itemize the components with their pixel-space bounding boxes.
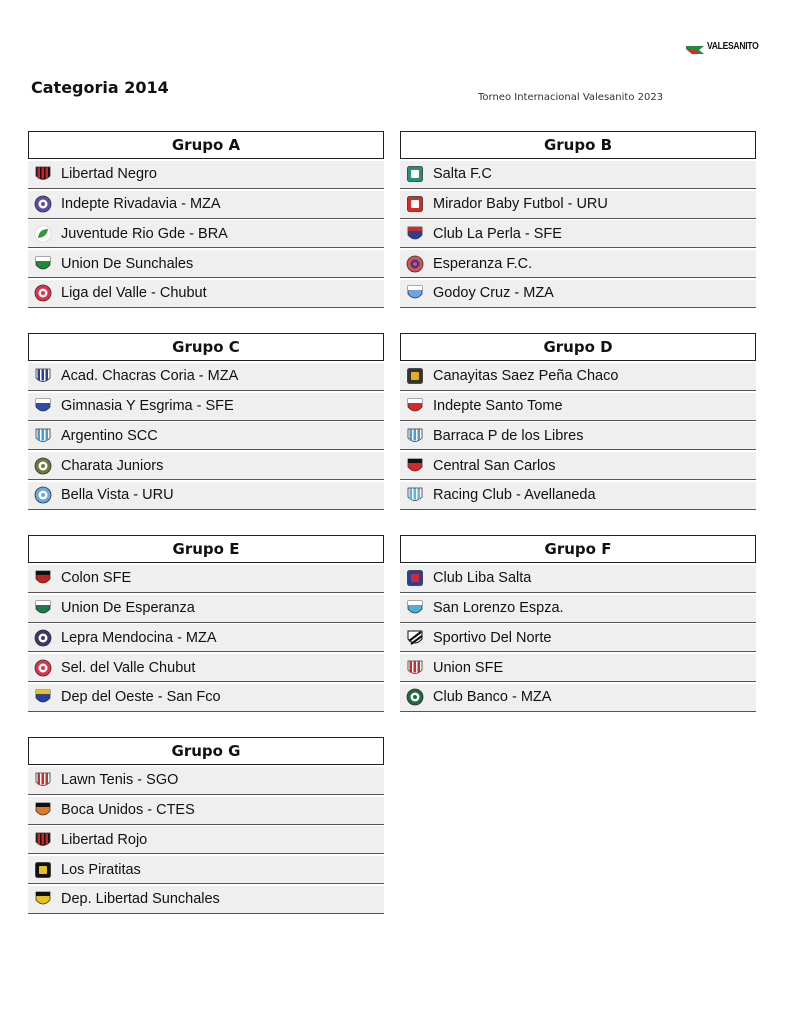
team-name: Union De Esperanza: [61, 600, 195, 617]
shield-crest-icon: [33, 254, 53, 274]
team-name: Dep del Oeste - San Fco: [61, 689, 221, 706]
group-header: Grupo A: [28, 131, 384, 159]
square-crest-icon: [405, 194, 425, 214]
team-row: [28, 393, 384, 421]
group-header: Grupo G: [28, 737, 384, 765]
team-name: Salta F.C: [433, 166, 492, 183]
team-row: [28, 422, 384, 450]
team-row: [28, 452, 384, 480]
team-row: [400, 624, 756, 652]
team-name: Central San Carlos: [433, 457, 556, 474]
team-name: Indepte Rivadavia - MZA: [61, 196, 221, 213]
team-row: [400, 393, 756, 421]
team-row: [28, 482, 384, 510]
team-name: Canayitas Saez Peña Chaco: [433, 368, 619, 385]
team-row: [28, 856, 384, 884]
team-name: Racing Club - Avellaneda: [433, 487, 596, 504]
team-name: Lawn Tenis - SGO: [61, 772, 179, 789]
team-name: Club Banco - MZA: [433, 689, 552, 706]
team-name: Lepra Mendocina - MZA: [61, 629, 217, 646]
team-row: [400, 422, 756, 450]
team-name: Charata Juniors: [61, 457, 164, 474]
group-d-table: [400, 333, 756, 510]
team-name: Colon SFE: [61, 570, 132, 587]
team-row: [28, 684, 384, 712]
group-f-table: [400, 535, 756, 712]
shield-crest-icon: [33, 889, 53, 909]
square-crest-icon: [405, 164, 425, 184]
square-crest-icon: [405, 366, 425, 386]
team-name: Sel. del Valle Chubut: [61, 659, 196, 676]
page-title: Categoria 2014: [31, 78, 169, 97]
team-row: [400, 161, 756, 189]
stripes-crest-icon: [405, 426, 425, 446]
shield-crest-icon: [405, 224, 425, 244]
round-crest-icon: [33, 628, 53, 648]
team-name: Esperanza F.C.: [433, 255, 533, 272]
brand-name: VALESANITO: [707, 41, 759, 52]
team-row: [400, 565, 756, 593]
team-row: [28, 363, 384, 391]
team-name: Los Piratitas: [61, 861, 141, 878]
shield-crest-icon: [405, 396, 425, 416]
round-crest-icon: [405, 254, 425, 274]
team-row: [400, 220, 756, 248]
team-name: Acad. Chacras Coria - MZA: [61, 368, 239, 385]
stripes-crest-icon: [33, 164, 53, 184]
team-row: [28, 886, 384, 914]
shield-crest-icon: [405, 283, 425, 303]
team-row: [400, 684, 756, 712]
team-name: Mirador Baby Futbol - URU: [433, 196, 608, 213]
team-row: [28, 654, 384, 682]
team-name: Club Liba Salta: [433, 570, 532, 587]
square-crest-icon: [405, 568, 425, 588]
shield-crest-icon: [405, 598, 425, 618]
group-header: Grupo B: [400, 131, 756, 159]
group-e-table: [28, 535, 384, 712]
group-c-table: [28, 333, 384, 510]
leaf-crest-icon: [33, 224, 53, 244]
team-row: [28, 565, 384, 593]
star-crest-icon: [405, 628, 425, 648]
team-row: [28, 220, 384, 248]
group-g-table: [28, 737, 384, 914]
team-name: San Lorenzo Espza.: [433, 600, 564, 617]
round-crest-icon: [33, 194, 53, 214]
team-name: Indepte Santo Tome: [433, 398, 563, 415]
team-name: Libertad Negro: [61, 166, 157, 183]
team-row: [400, 191, 756, 219]
team-row: [28, 280, 384, 308]
team-row: [400, 363, 756, 391]
stripes-crest-icon: [405, 485, 425, 505]
team-name: Dep. Libertad Sunchales: [61, 891, 220, 908]
team-row: [28, 767, 384, 795]
stripes-crest-icon: [33, 770, 53, 790]
round-crest-icon: [405, 687, 425, 707]
team-name: Bella Vista - URU: [61, 487, 174, 504]
team-name: Liga del Valle - Chubut: [61, 285, 207, 302]
shield-crest-icon: [405, 456, 425, 476]
group-a-table: [28, 131, 384, 308]
team-name: Sportivo Del Norte: [433, 629, 552, 646]
team-name: Barraca P de los Libres: [433, 427, 584, 444]
group-header: Grupo E: [28, 535, 384, 563]
team-name: Juventude Rio Gde - BRA: [61, 225, 228, 242]
team-row: [28, 161, 384, 189]
round-crest-icon: [33, 283, 53, 303]
shield-crest-icon: [33, 568, 53, 588]
group-header: Grupo F: [400, 535, 756, 563]
tournament-name: Torneo Internacional Valesanito 2023: [478, 92, 664, 103]
team-name: Libertad Rojo: [61, 831, 148, 848]
team-name: Boca Unidos - CTES: [61, 802, 195, 819]
stripes-crest-icon: [33, 426, 53, 446]
square-crest-icon: [33, 860, 53, 880]
team-row: [28, 191, 384, 219]
team-name: Gimnasia Y Esgrima - SFE: [61, 398, 234, 415]
team-row: [400, 482, 756, 510]
team-name: Union SFE: [433, 659, 504, 676]
shield-crest-icon: [33, 396, 53, 416]
group-b-table: [400, 131, 756, 308]
shield-crest-icon: [33, 687, 53, 707]
team-name: Godoy Cruz - MZA: [433, 285, 554, 302]
team-row: [28, 595, 384, 623]
team-row: [28, 797, 384, 825]
team-row: [400, 280, 756, 308]
team-row: [28, 624, 384, 652]
stripes-crest-icon: [405, 658, 425, 678]
team-row: [400, 250, 756, 278]
team-name: Argentino SCC: [61, 427, 158, 444]
flag-icon: [686, 42, 704, 52]
team-name: Club La Perla - SFE: [433, 225, 562, 242]
team-row: [400, 452, 756, 480]
stripes-crest-icon: [33, 366, 53, 386]
team-name: Union De Sunchales: [61, 255, 194, 272]
round-crest-icon: [33, 658, 53, 678]
brand-logo: [686, 41, 768, 52]
stripes-crest-icon: [33, 830, 53, 850]
team-row: [28, 826, 384, 854]
shield-crest-icon: [33, 598, 53, 618]
group-header: Grupo C: [28, 333, 384, 361]
group-header: Grupo D: [400, 333, 756, 361]
team-row: [400, 595, 756, 623]
team-row: [28, 250, 384, 278]
round-crest-icon: [33, 485, 53, 505]
team-row: [400, 654, 756, 682]
shield-crest-icon: [33, 800, 53, 820]
round-crest-icon: [33, 456, 53, 476]
